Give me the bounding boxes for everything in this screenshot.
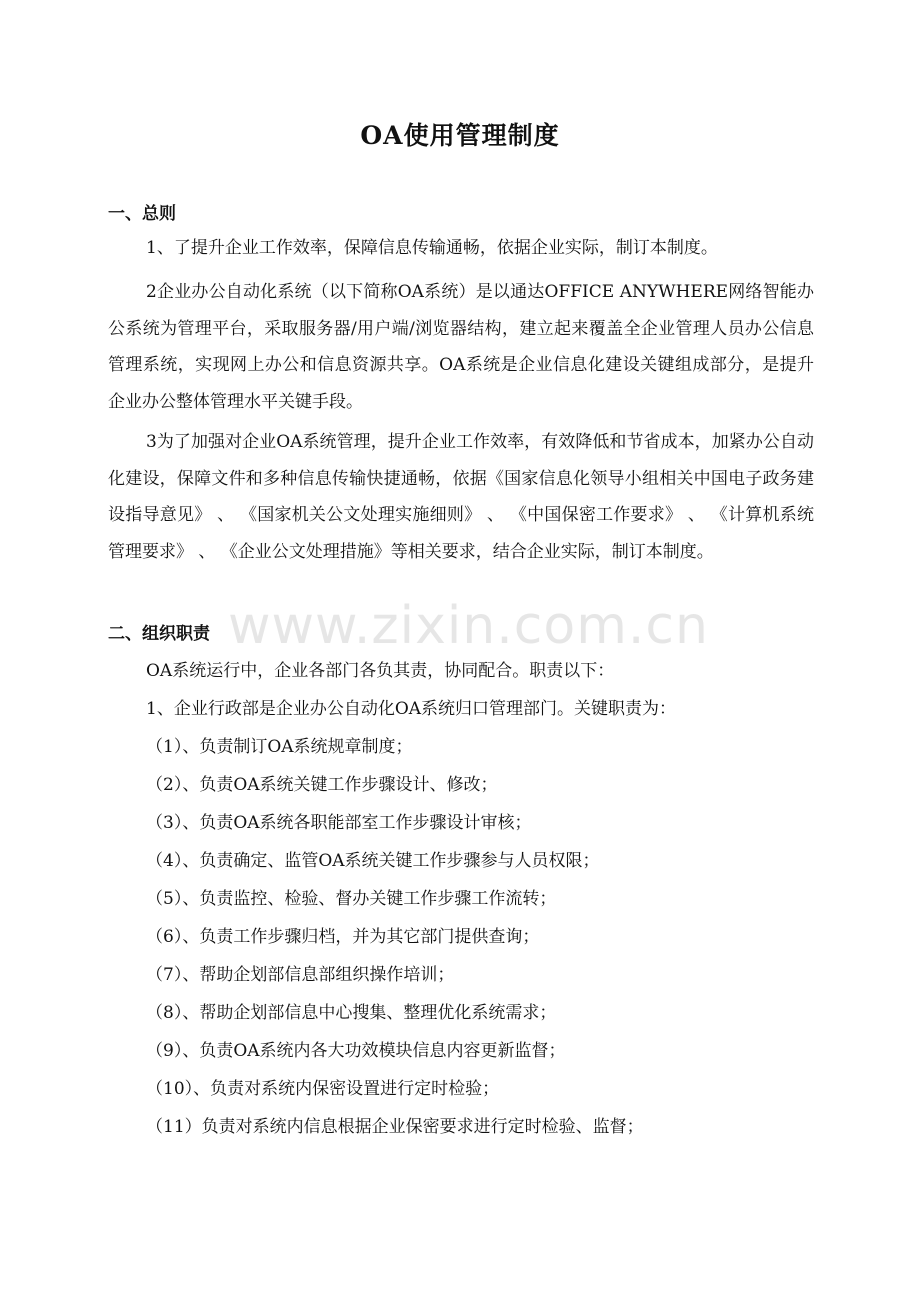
section-heading-organization: 二、组织职责 — [108, 624, 210, 644]
watermark: www.zixin.com.cn — [228, 596, 709, 656]
list-item: （5）、负责监控、检验、督办关键工作步骤工作流转； — [146, 889, 557, 909]
list-item: （3）、负责OA系统各职能部室工作步骤设计审核； — [146, 813, 532, 833]
paragraph: OA系统运行中，企业各部门各负其责，协同配合。职责以下： — [146, 661, 615, 681]
paragraph: 2企业办公自动化系统（以下简称OA系统）是以通达OFFICE ANYWHERE网络智能办公系统为管理平台，采取服务器/用户端/浏览器结构，建立起来覆盖全企业管理人员办公信息管理系统，实现网上办公和信息资源共享。OA系统是企业信息化建设关键组成部分，是提升企业办公整体管理水平关键手段。 — [108, 282, 814, 412]
list-item: （9）、负责OA系统内各大功效模块信息内容更新监督； — [146, 1041, 566, 1061]
document-title: OA使用管理制度 — [360, 121, 560, 150]
list-item: （10）、负责对系统内保密设置进行定时检验； — [146, 1079, 500, 1099]
list-item: （11）负责对系统内信息根据企业保密要求进行定时检验、监督； — [146, 1117, 644, 1137]
list-item: （7）、帮助企划部信息部组织操作培训； — [146, 965, 455, 985]
paragraph: 1、了提升企业工作效率，保障信息传输通畅，依据企业实际，制订本制度。 — [146, 238, 718, 258]
list-item: （2）、负责OA系统关键工作步骤设计、修改； — [146, 775, 498, 795]
list-item: （6）、负责工作步骤归档，并为其它部门提供查询； — [146, 927, 540, 947]
paragraph: 1、企业行政部是企业办公自动化OA系统归口管理部门。关键职责为： — [146, 699, 677, 719]
list-item: （4）、负责确定、监管OA系统关键工作步骤参与人员权限； — [146, 851, 600, 871]
list-item: （8）、帮助企划部信息中心搜集、整理优化系统需求； — [146, 1003, 557, 1023]
list-item: （1）、负责制订OA系统规章制度； — [146, 737, 413, 757]
paragraph: 3为了加强对企业OA系统管理，提升企业工作效率，有效降低和节省成本，加紧办公自动化建设，保障文件和多种信息传输快捷通畅，依据《国家信息化领导小组相关中国电子政务建设指导意见》 、 《国家机关公文处理实施细则》 、 《中国保密工作要求》 、 《计算机系统管理要求》 、 《企业公文处理措施》等相关要求，结合企业实际，制订本制度。 — [108, 432, 814, 562]
section-heading-general: 一、总则 — [108, 204, 176, 224]
